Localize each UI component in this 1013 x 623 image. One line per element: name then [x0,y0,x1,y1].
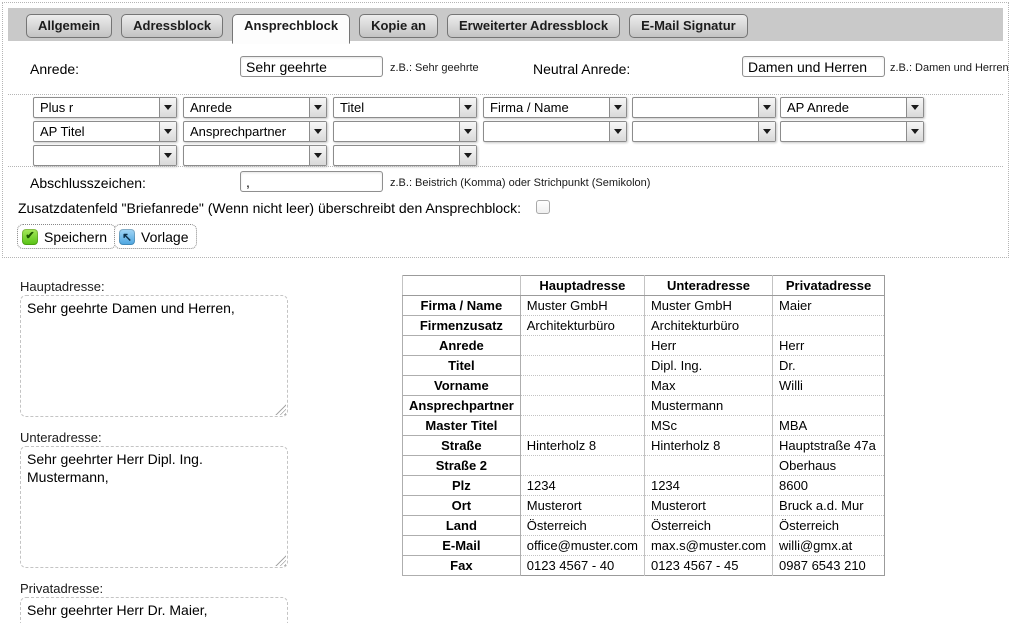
anrede-hint: z.B.: Sehr geehrte [390,62,479,74]
table-cell: willi@gmx.at [773,536,885,556]
format-select-r2c4[interactable] [483,121,627,142]
hauptadresse-textarea[interactable] [20,295,288,417]
table-cell: MSc [644,416,772,436]
select-value: AP Titel [40,124,85,139]
row-label: E-Mail [403,536,521,556]
row-label: Anrede [403,336,521,356]
unteradresse-label: Unteradresse: [20,430,102,445]
table-cell: Max [644,376,772,396]
table-cell: 1234 [644,476,772,496]
table-row [403,456,885,476]
table-cell: Willi [773,376,885,396]
row-label: Ort [403,496,521,516]
hauptadresse-label: Hauptadresse: [20,279,105,294]
briefanrede-label: Zusatzdatenfeld "Briefanrede" (Wenn nicht leer) überschreibt den Ansprechblock: [18,200,522,216]
select-value: Anrede [190,100,232,115]
select-value: Titel [340,100,365,115]
comparison-table [402,275,885,576]
table-row [403,416,885,436]
table-cell: MBA [773,416,885,436]
table-cell: Herr [644,336,772,356]
row-label: Firmenzusatz [403,316,521,336]
abschlusszeichen-input[interactable] [240,171,383,192]
table-cell [520,416,644,436]
privatadresse-label: Privatadresse: [20,581,104,596]
check-icon: ✔ [22,229,38,245]
chevron-down-icon [459,122,476,141]
table-cell: Mustermann [644,396,772,416]
table-row [403,436,885,456]
table-cell: 1234 [520,476,644,496]
table-cell: Bruck a.d. Mur [773,496,885,516]
format-select-r2c3[interactable] [333,121,477,142]
unteradresse-textarea[interactable] [20,446,288,568]
tab-allgemein[interactable]: Allgemein [26,14,112,38]
table-cell: max.s@muster.com [644,536,772,556]
chevron-down-icon [459,98,476,117]
row-label: Plz [403,476,521,496]
table-cell: Hinterholz 8 [520,436,644,456]
table-cell [644,456,772,476]
table-cell: Dipl. Ing. [644,356,772,376]
column-header [403,276,521,296]
row-label: Vorname [403,376,521,396]
neutral-anrede-hint: z.B.: Damen und Herren [890,62,1009,74]
table-row [403,396,885,416]
format-select-r2c6[interactable] [780,121,924,142]
column-header: Privatadresse [773,276,885,296]
format-select-r2c5[interactable] [632,121,776,142]
table-cell: Hauptstraße 47a [773,436,885,456]
format-select-r2c2[interactable] [183,121,327,142]
format-select-r3c3[interactable] [333,145,477,166]
save-button[interactable] [17,224,116,249]
tab-kopie-an[interactable]: Kopie an [359,14,438,38]
table-cell: office@muster.com [520,536,644,556]
table-cell: Herr [773,336,885,356]
divider [8,166,1003,167]
column-header: Unteradresse [644,276,772,296]
vorlage-button-label: Vorlage [141,228,189,245]
tab-erweiterter-adressblock[interactable]: Erweiterter Adressblock [447,14,620,38]
table-cell: 0123 4567 - 40 [520,556,644,576]
table-cell: 0123 4567 - 45 [644,556,772,576]
table-cell [773,316,885,336]
chevron-down-icon [459,146,476,165]
table-cell: Österreich [520,516,644,536]
row-label: Firma / Name [403,296,521,316]
table-row [403,556,885,576]
tab-e-mail-signatur[interactable]: E-Mail Signatur [629,14,748,38]
table-cell [520,456,644,476]
table-cell: Musterort [644,496,772,516]
anrede-label: Anrede: [30,61,80,77]
table-cell: 8600 [773,476,885,496]
tab-bar [8,8,1003,41]
column-header: Hauptadresse [520,276,644,296]
table-cell: Oberhaus [773,456,885,476]
neutral-anrede-label: Neutral Anrede: [533,61,631,77]
chevron-down-icon [906,122,923,141]
chevron-down-icon [159,122,176,141]
chevron-down-icon [309,122,326,141]
format-select-r1c1[interactable] [33,97,177,118]
row-label: Fax [403,556,521,576]
table-cell: 0987 6543 210 [773,556,885,576]
table-row [403,296,885,316]
table-row [403,376,885,396]
neutral-anrede-input[interactable] [742,56,885,77]
table-row [403,316,885,336]
row-label: Straße [403,436,521,456]
row-label: Titel [403,356,521,376]
abschlusszeichen-label: Abschlusszeichen: [30,175,146,191]
chevron-down-icon [309,146,326,165]
table-cell: Muster GmbH [520,296,644,316]
table-row [403,356,885,376]
anrede-input[interactable] [240,56,383,77]
table-cell [520,336,644,356]
privatadresse-textarea[interactable] [20,597,288,623]
row-label: Straße 2 [403,456,521,476]
table-row [403,516,885,536]
table-cell: Architekturbüro [644,316,772,336]
arrow-nw-icon: ↖ [119,229,135,245]
row-label: Land [403,516,521,536]
format-select-r2c1[interactable] [33,121,177,142]
chevron-down-icon [609,122,626,141]
chevron-down-icon [159,146,176,165]
select-value: Firma / Name [490,100,569,115]
table-cell: Österreich [644,516,772,536]
select-value: Ansprechpartner [190,124,287,139]
table-cell: Musterort [520,496,644,516]
divider [8,94,1003,95]
format-select-r3c1[interactable] [33,145,177,166]
format-select-r3c2[interactable] [183,145,327,166]
table-cell: Österreich [773,516,885,536]
table-cell: Hinterholz 8 [644,436,772,456]
vorlage-button[interactable] [114,224,197,249]
format-select-r1c3[interactable] [333,97,477,118]
abschlusszeichen-hint: z.B.: Beistrich (Komma) oder Strichpunkt (Semikolon) [390,177,651,189]
chevron-down-icon [309,98,326,117]
table-cell [520,376,644,396]
row-label: Master Titel [403,416,521,436]
table-row [403,496,885,516]
table-cell [520,356,644,376]
chevron-down-icon [758,98,775,117]
chevron-down-icon [609,98,626,117]
chevron-down-icon [758,122,775,141]
select-value: AP Anrede [787,100,849,115]
table-row [403,476,885,496]
table-row [403,536,885,556]
format-select-r1c5[interactable] [632,97,776,118]
row-label: Ansprechpartner [403,396,521,416]
chevron-down-icon [159,98,176,117]
table-cell: Dr. [773,356,885,376]
briefanrede-checkbox[interactable] [536,200,550,214]
table-cell [773,396,885,416]
tab-ansprechblock[interactable]: Ansprechblock [232,14,350,44]
table-row [403,336,885,356]
table-cell: Architekturbüro [520,316,644,336]
format-select-r1c2[interactable] [183,97,327,118]
table-cell: Maier [773,296,885,316]
format-select-r1c6[interactable] [780,97,924,118]
table-cell [520,396,644,416]
save-button-label: Speichern [44,228,108,245]
chevron-down-icon [906,98,923,117]
select-value: Plus r [40,100,74,115]
table-cell: Muster GmbH [644,296,772,316]
format-select-r1c4[interactable] [483,97,627,118]
tab-adressblock[interactable]: Adressblock [121,14,223,38]
